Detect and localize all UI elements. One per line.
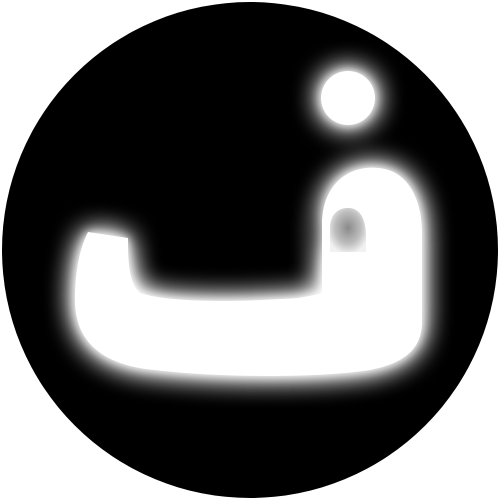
letter-counter xyxy=(330,208,366,252)
logo-background-circle xyxy=(2,2,498,498)
